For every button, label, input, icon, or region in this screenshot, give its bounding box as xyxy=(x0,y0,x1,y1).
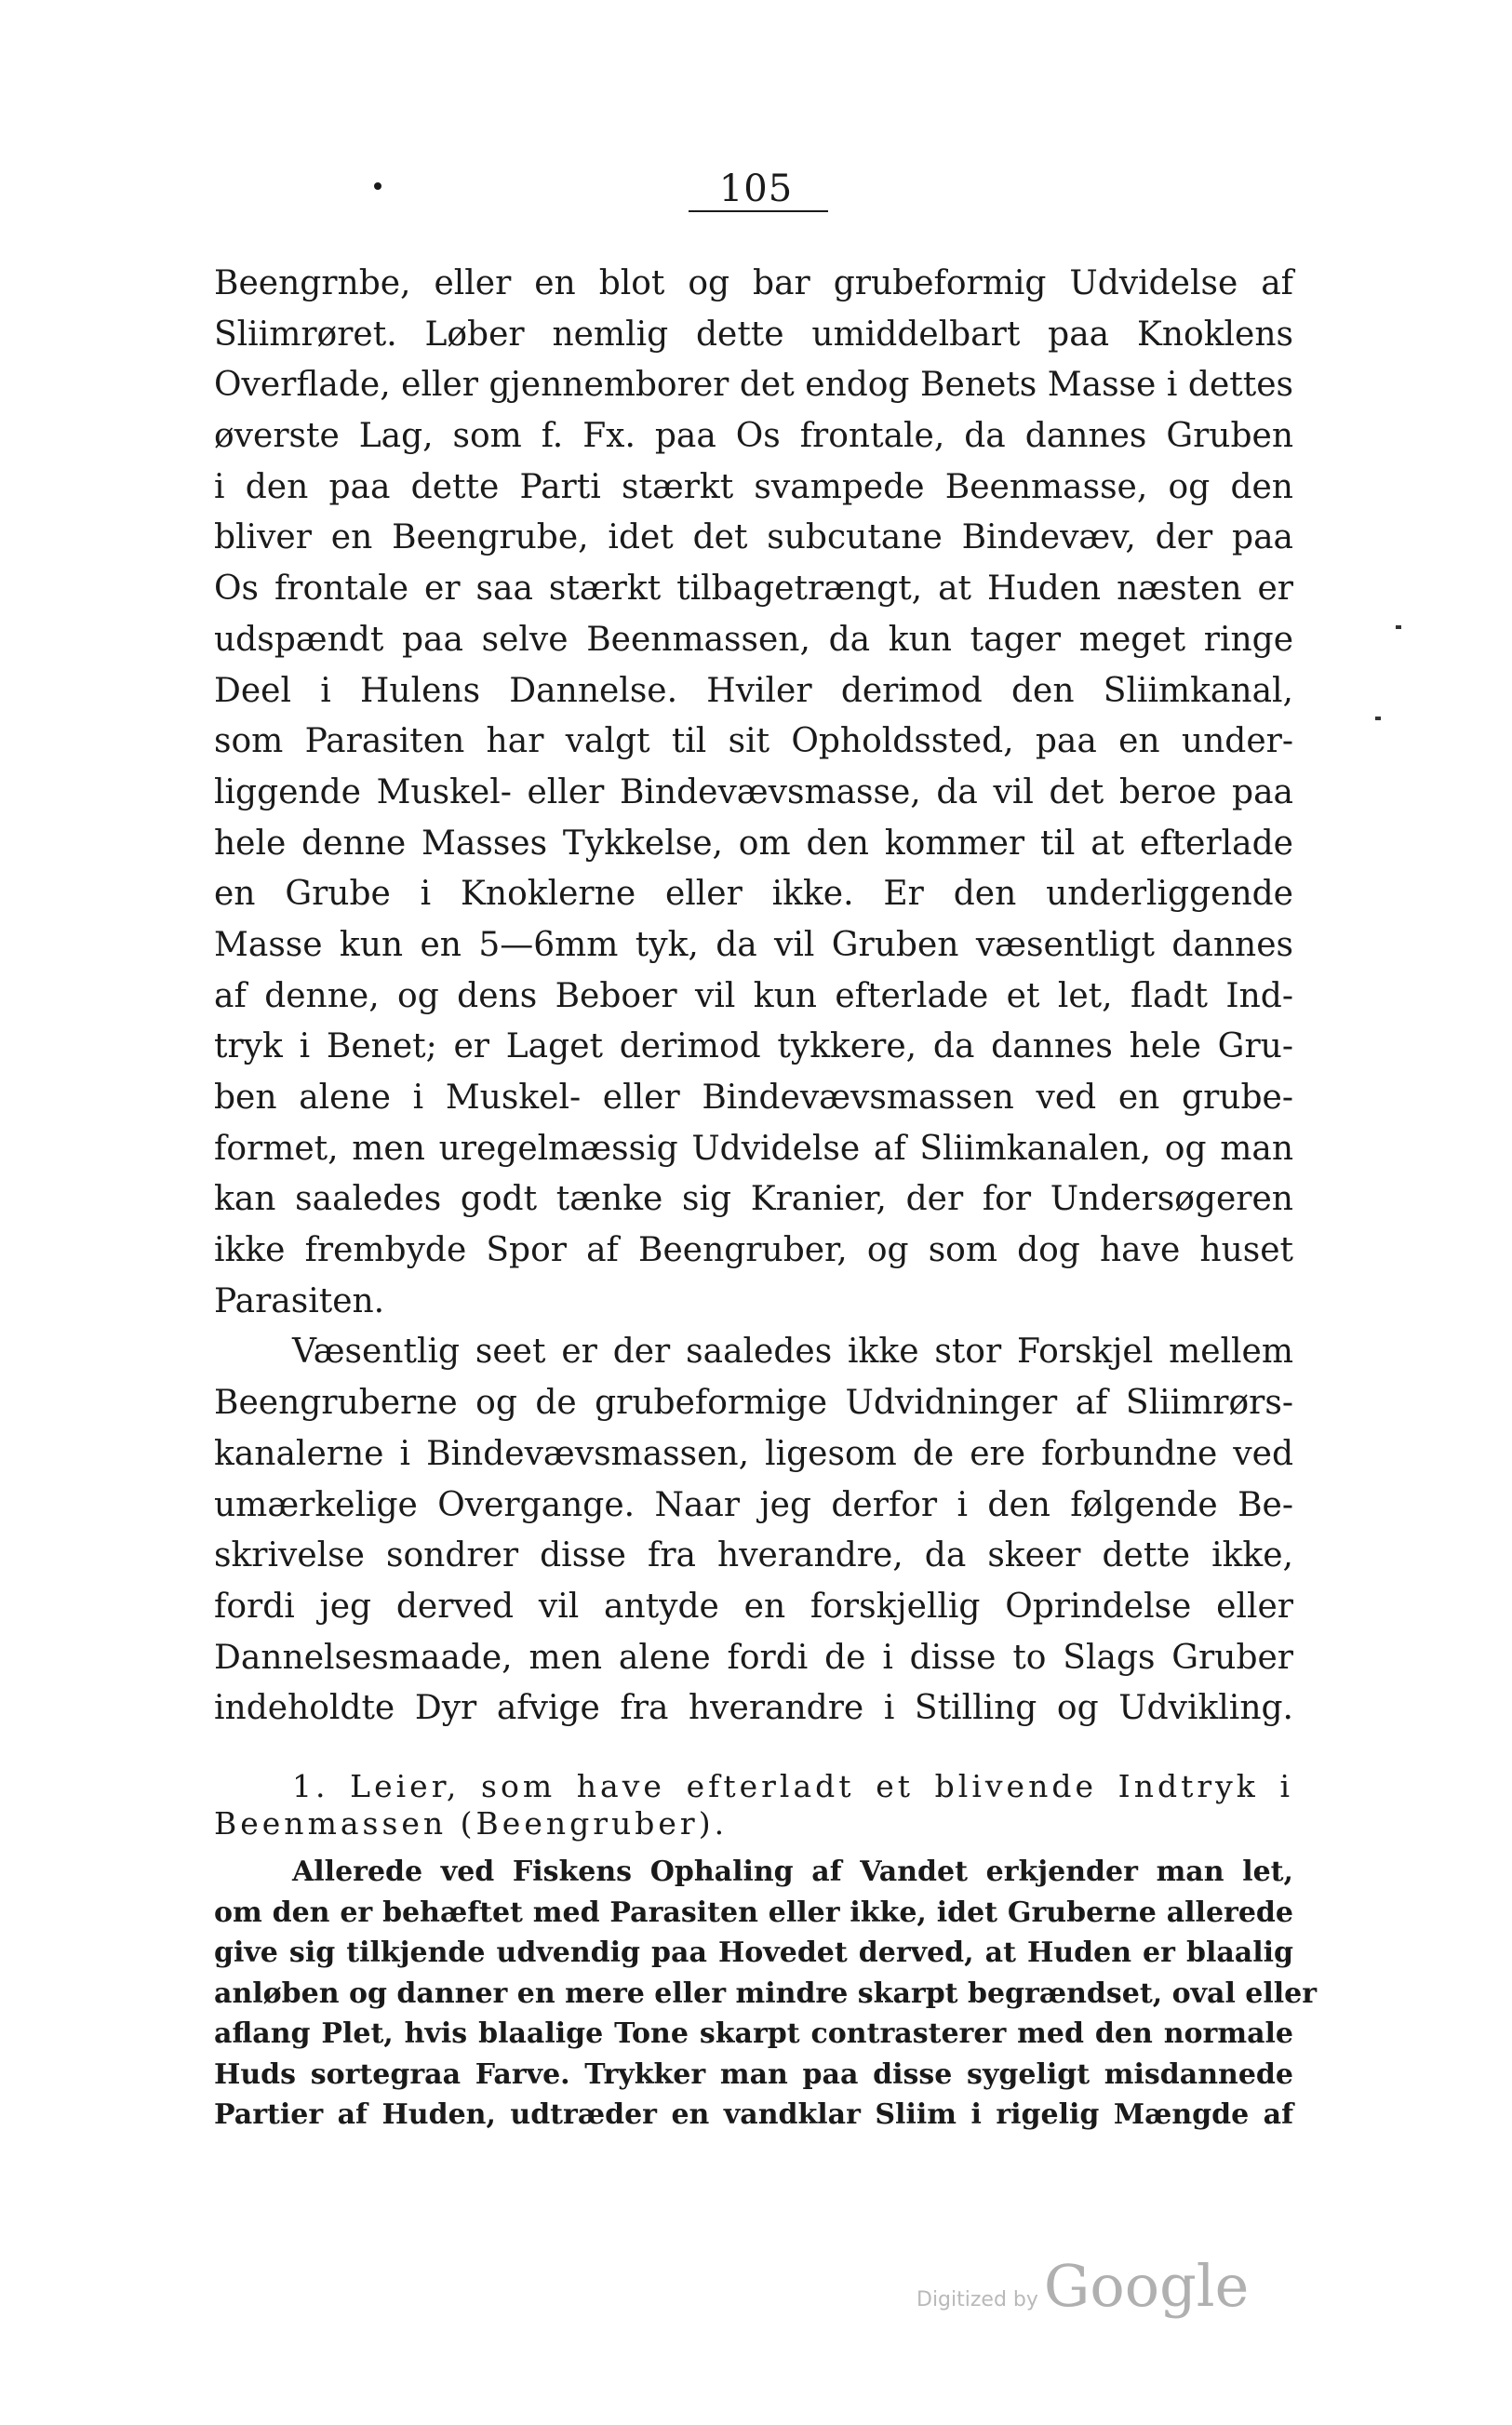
margin-mark xyxy=(1375,717,1381,720)
main-text xyxy=(214,259,1293,1735)
google-logo: Google xyxy=(1043,2252,1250,2320)
section-heading xyxy=(214,1768,1293,1842)
small-print-text xyxy=(214,1852,1318,2136)
text-line: af denne, og dens Beboer vil kun efterlade et let, fladt Ind- xyxy=(214,976,1293,1015)
text-line: liggende Muskel- eller Bindevævsmasse, da vil det beroe paa xyxy=(214,772,1293,811)
small-text-line: give sig tilkjende udvendig paa Hovedet derved, at Huden er blaalig xyxy=(214,1936,1293,1969)
small-text-line: anløben og danner en mere eller mindre skarpt begrændset, oval eller xyxy=(214,1976,1318,2010)
margin-mark xyxy=(1396,625,1401,629)
section-heading-line: Beenmassen (Beengruber). xyxy=(214,1805,729,1842)
text-line: kan saaledes godt tænke sig Kranier, der for Undersøgeren xyxy=(214,1180,1293,1219)
small-text-line: Partier af Huden, udtræder en vandklar Sliim i rigelig Mængde af xyxy=(214,2098,1293,2131)
small-text-line: om den er behæftet med Parasiten eller ikke, idet Gruberne allerede xyxy=(214,1896,1293,1929)
digitized-by-label: Digitized by xyxy=(917,2288,1038,2311)
text-line: bliver en Beengrube, idet det subcutane Bindevæv, der paa xyxy=(214,518,1293,557)
page-number-rule xyxy=(689,210,828,212)
text-line: skrivelse sondrer disse fra hverandre, da skeer dette ikke, xyxy=(214,1536,1293,1575)
section-heading-line: 1. Leier, som have efterladt et blivende Indtryk i xyxy=(292,1768,1293,1804)
text-line: i den paa dette Parti stærkt svampede Beenmasse, og den xyxy=(214,467,1293,506)
text-line: Os frontale er saa stærkt tilbagetrængt, at Huden næsten er xyxy=(214,569,1293,609)
text-line: som Parasiten har valgt til sit Opholdssted, paa en under- xyxy=(214,722,1293,761)
digitized-watermark xyxy=(917,2252,1249,2320)
page-number: 105 xyxy=(718,167,794,210)
small-text-line: Huds sortegraa Farve. Trykker man paa disse sygeligt misdannede xyxy=(214,2057,1293,2091)
text-line: hele denne Masses Tykkelse, om den kommer til at efterlade xyxy=(214,824,1293,863)
small-text-line: aflang Plet, hvis blaalige Tone skarpt contrasterer med den normale xyxy=(214,2017,1293,2050)
text-line: fordi jeg derved vil antyde en forskjellig Oprindelse eller xyxy=(214,1587,1293,1626)
text-line: Overflade, eller gjennemborer det endog Benets Masse i dettes xyxy=(214,366,1293,405)
text-line: ikke frembyde Spor af Beengruber, og som dog have huset xyxy=(214,1231,1293,1270)
text-line: øverste Lag, som f. Fx. paa Os frontale, da dannes Gruben xyxy=(214,417,1293,456)
text-line: udspændt paa selve Beenmassen, da kun tager meget ringe xyxy=(214,620,1293,659)
text-line: Parasiten. xyxy=(214,1281,385,1320)
text-line: indeholdte Dyr afvige fra hverandre i Stilling og Udvikling. xyxy=(214,1689,1293,1728)
text-line: tryk i Benet; er Laget derimod tykkere, da dannes hele Gru- xyxy=(214,1027,1293,1066)
text-line: formet, men uregelmæssig Udvidelse af Sliimkanalen, og man xyxy=(214,1129,1293,1168)
text-line: Masse kun en 5—6mm tyk, da vil Gruben væsentligt dannes xyxy=(214,925,1293,964)
text-line: Sliimrøret. Løber nemlig dette umiddelbart paa Knoklens xyxy=(214,315,1293,354)
text-line: ben alene i Muskel- eller Bindevævsmassen ved en grube- xyxy=(214,1079,1293,1117)
small-text-line: Allerede ved Fiskens Ophaling af Vandet erkjender man let, xyxy=(292,1856,1293,1888)
text-line: en Grube i Knoklerne eller ikke. Er den underliggende xyxy=(214,875,1293,914)
text-line: Væsentlig seet er der saaledes ikke stor Forskjel mellem xyxy=(292,1333,1293,1372)
text-line: Beengruberne og de grubeformige Udvidninger af Sliimrørs- xyxy=(214,1384,1293,1423)
text-line: umærkelige Overgange. Naar jeg derfor i den følgende Be- xyxy=(214,1485,1293,1524)
text-line: kanalerne i Bindevævsmassen, ligesom de ere forbundne ved xyxy=(214,1434,1293,1473)
text-line: Deel i Hulens Dannelse. Hviler derimod den Sliimkanal, xyxy=(214,671,1293,710)
text-line: Dannelsesmaade, men alene fordi de i disse to Slags Gruber xyxy=(214,1638,1293,1677)
text-line: Beengrnbe, eller en blot og bar grubeformig Udvidelse af xyxy=(214,264,1293,302)
